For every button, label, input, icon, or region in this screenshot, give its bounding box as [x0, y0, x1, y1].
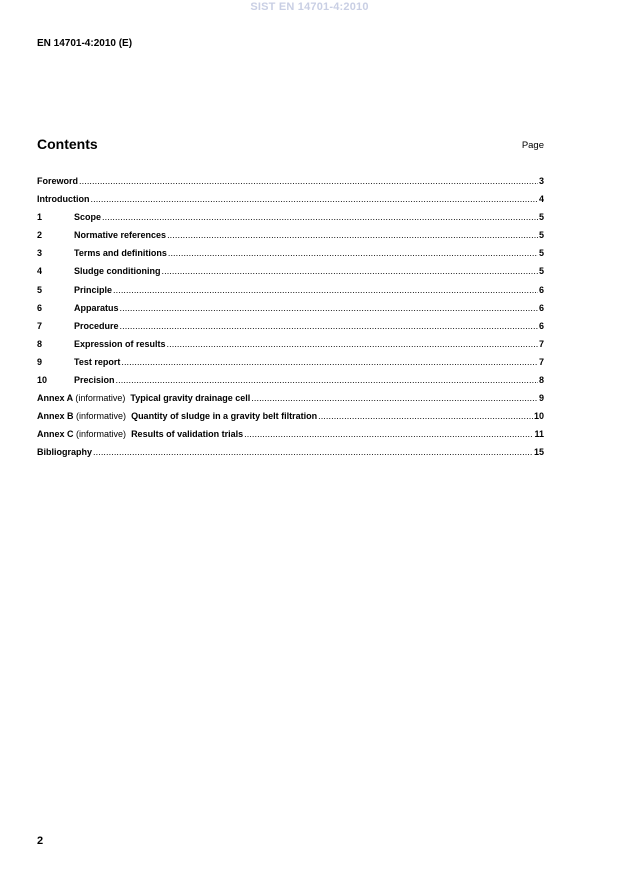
document-id: EN 14701-4:2010 (E) [37, 38, 133, 49]
toc-dot-leader [79, 175, 538, 187]
toc-entry-title-text: Precision [74, 375, 115, 386]
toc-entry-title-text: Annex B [37, 411, 74, 422]
toc-entry-page: 5 [538, 266, 544, 277]
toc-entry[interactable] [37, 284, 544, 302]
toc-entry[interactable] [37, 356, 544, 374]
toc-entry-title [74, 211, 101, 223]
toc-entry-number: 5 [37, 284, 43, 295]
toc-entry-title-text: Annex C [37, 429, 74, 440]
toc-entry-page: 15 [533, 447, 544, 458]
toc-entry[interactable] [37, 410, 544, 428]
toc-dot-leader [162, 265, 538, 277]
toc-entry-title [74, 320, 119, 332]
toc-entry-number: 3 [37, 248, 43, 259]
toc-entry[interactable] [37, 265, 544, 283]
toc-entry-title [74, 338, 166, 350]
toc-entry-page: 5 [538, 212, 544, 223]
toc-entry-title-text: Foreword [37, 176, 79, 186]
toc-entry-title-text: Apparatus [74, 302, 119, 313]
table-of-contents [37, 175, 544, 465]
toc-entry[interactable] [37, 374, 544, 392]
toc-entry-title-text: Principle [74, 284, 113, 295]
toc-dot-leader [91, 193, 538, 205]
toc-entry-number: 7 [37, 320, 43, 331]
toc-entry-title-text: Terms and definitions [74, 248, 167, 259]
toc-entry-title [37, 410, 317, 422]
toc-entry-page: 7 [538, 356, 544, 367]
toc-entry-title-text: Test report [74, 356, 121, 367]
toc-entry-title [74, 374, 115, 386]
toc-entry-page: 3 [538, 176, 544, 186]
toc-entry[interactable] [37, 446, 544, 464]
toc-entry-page: 7 [538, 338, 544, 349]
toc-entry-title [74, 356, 120, 368]
toc-dot-leader [167, 338, 538, 350]
toc-entry-title-text: Sludge conditioning [74, 266, 161, 277]
toc-entry-annex-type: (informative) [76, 411, 127, 422]
toc-dot-leader [120, 320, 538, 332]
toc-dot-leader [251, 392, 538, 404]
toc-entry-annex-title: Quantity of sludge in a gravity belt filtration [131, 411, 318, 422]
toc-entry-title [74, 284, 112, 296]
toc-entry[interactable] [37, 247, 544, 265]
toc-entry-title-text: Procedure [74, 320, 119, 331]
toc-entry-title [37, 392, 250, 404]
toc-entry-page: 9 [538, 393, 544, 404]
toc-dot-leader [102, 211, 538, 223]
toc-entry-title [37, 446, 92, 458]
toc-dot-leader [318, 410, 533, 422]
toc-entry-title [74, 247, 167, 259]
page-number: 2 [37, 835, 44, 847]
toc-entry-number: 8 [37, 338, 43, 349]
page-column-label: Page [521, 140, 544, 151]
toc-dot-leader [93, 446, 533, 458]
toc-dot-leader [113, 284, 538, 296]
toc-dot-leader [167, 229, 538, 241]
toc-entry[interactable] [37, 338, 544, 356]
toc-entry-number: 9 [37, 356, 43, 367]
toc-entry-page: 4 [538, 194, 544, 205]
toc-entry-page: 5 [538, 248, 544, 259]
toc-entry-number: 2 [37, 230, 43, 241]
toc-entry-title [74, 302, 119, 314]
toc-dot-leader [116, 374, 538, 386]
toc-entry[interactable] [37, 320, 544, 338]
toc-entry-title-text: Bibliography [37, 447, 93, 458]
toc-entry-number: 1 [37, 212, 43, 223]
toc-entry-title [37, 428, 243, 440]
watermark: SIST EN 14701-4:2010 [250, 1, 369, 13]
toc-entry-annex-type: (informative) [76, 429, 127, 440]
toc-entry-page: 6 [538, 320, 544, 331]
toc-entry[interactable] [37, 193, 544, 211]
toc-entry-title [37, 193, 90, 205]
toc-entry-title-text: Introduction [37, 194, 90, 205]
toc-entry[interactable] [37, 229, 544, 247]
contents-heading: Contents [37, 136, 98, 152]
toc-dot-leader [120, 302, 538, 314]
toc-entry-number: 10 [37, 375, 48, 386]
toc-entry-page: 5 [538, 230, 544, 241]
toc-entry-title [74, 265, 161, 277]
toc-entry-title [74, 229, 166, 241]
toc-entry[interactable] [37, 211, 544, 229]
toc-entry-annex-title: Results of validation trials [131, 429, 244, 440]
toc-entry-page: 10 [533, 411, 544, 422]
toc-entry-title-text: Annex A [37, 393, 73, 404]
toc-entry-annex-type: (informative) [75, 393, 126, 404]
toc-entry-page: 8 [538, 375, 544, 386]
toc-dot-leader [244, 428, 533, 440]
toc-entry[interactable] [37, 175, 544, 193]
toc-entry-page: 11 [534, 429, 544, 440]
toc-entry[interactable] [37, 302, 544, 320]
toc-entry[interactable] [37, 428, 544, 446]
toc-entry-title-text: Normative references [74, 230, 167, 241]
toc-entry-title [37, 175, 78, 187]
toc-dot-leader [168, 247, 538, 259]
toc-dot-leader [121, 356, 538, 368]
toc-entry-title-text: Expression of results [74, 338, 166, 349]
toc-entry-page: 6 [538, 302, 544, 313]
toc-entry-number: 4 [37, 266, 43, 277]
toc-entry-number: 6 [37, 302, 43, 313]
toc-entry-page: 6 [538, 284, 544, 295]
toc-entry-title-text: Scope [74, 212, 102, 223]
toc-entry[interactable] [37, 392, 544, 410]
toc-entry-annex-title: Typical gravity drainage cell [130, 393, 251, 404]
